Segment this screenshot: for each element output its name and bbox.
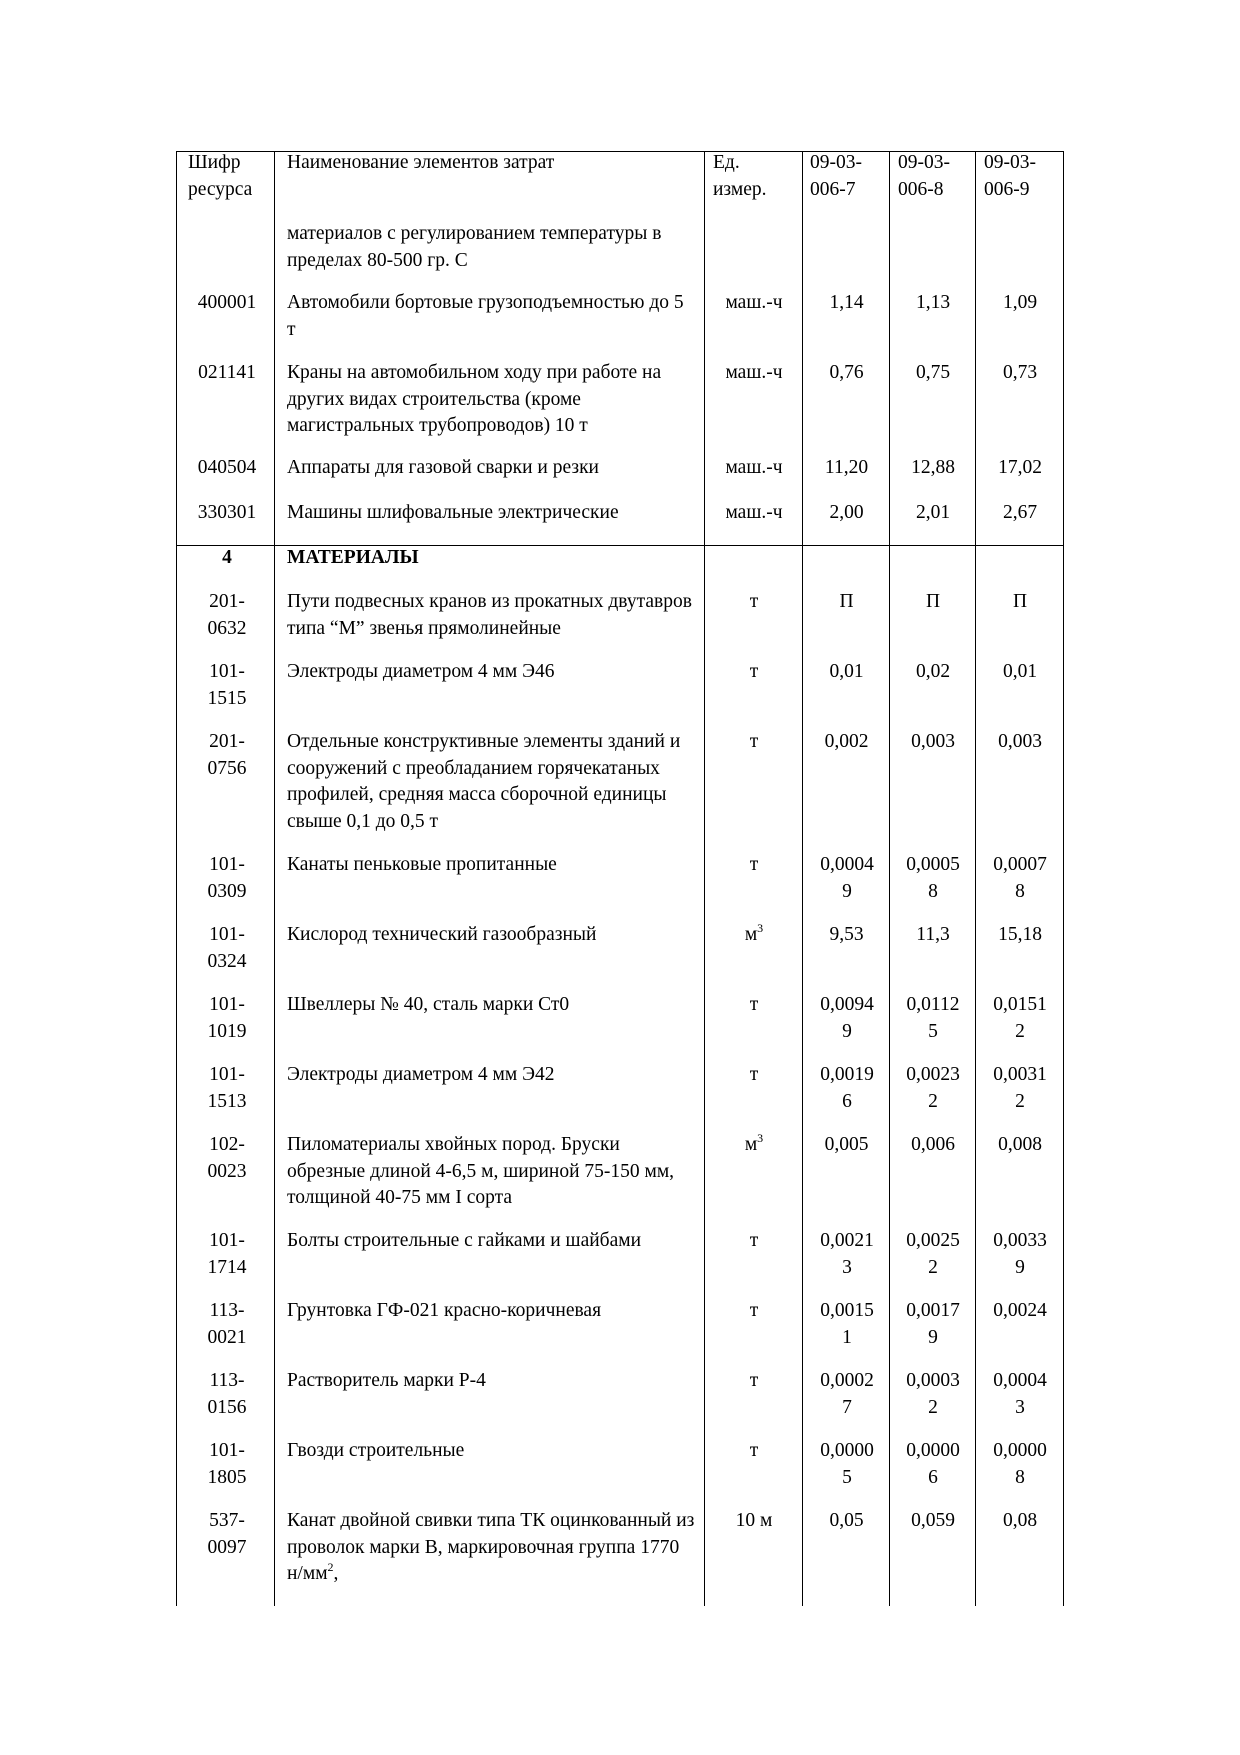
row-value: 11,3 (916, 924, 950, 945)
row-value: 0,00078 (993, 854, 1047, 902)
row-name: Пути подвесных кранов из прокатных двутавров типа “М” звенья прямолинейные (287, 591, 692, 639)
row-code: 201-0756 (207, 731, 247, 779)
column-divider (274, 151, 275, 1606)
row-value: 0,005 (824, 1134, 869, 1155)
row-name: Канаты пеньковые пропитанные (287, 854, 557, 875)
row-code: 102-0023 (207, 1134, 247, 1182)
header-col2: 09-03-006-8 (898, 152, 950, 200)
table-border-left (176, 151, 177, 1606)
row-value: 15,18 (998, 924, 1042, 945)
row-name: Кислород технический газообразный (287, 924, 597, 945)
row-value: 0,00151 (820, 1300, 874, 1348)
header-col3: 09-03-006-9 (984, 152, 1036, 200)
row-unit: т (749, 591, 759, 612)
row-code: 113-0021 (207, 1300, 247, 1348)
row-name: Болты строительные с гайками и шайбами (287, 1230, 642, 1251)
row-value: 0,059 (911, 1510, 955, 1531)
row-unit: т (749, 994, 759, 1015)
row-unit: маш.-ч (725, 362, 783, 383)
row-code: 101-1714 (207, 1230, 247, 1278)
row-value: 0,01 (829, 661, 864, 682)
table-border-right (1063, 151, 1064, 1606)
row-value: 0,01 (1002, 661, 1038, 682)
row-name: Растворитель марки Р-4 (287, 1370, 486, 1391)
row-code: 201-0632 (207, 591, 247, 639)
row-value: 0,00032 (906, 1370, 960, 1418)
header-unit: Ед. измер. (713, 152, 767, 200)
row-value: 0,00006 (906, 1440, 960, 1488)
row-value: 2,01 (915, 502, 951, 523)
row-value: 0,008 (998, 1134, 1042, 1155)
column-divider (704, 151, 705, 1606)
row-code: 113-0156 (207, 1370, 247, 1418)
row-unit: т (749, 1440, 759, 1461)
header-name: Наименование элементов затрат (287, 152, 555, 173)
row-unit: т (749, 1064, 759, 1085)
column-divider (802, 151, 803, 1606)
row-unit: т (749, 1230, 759, 1251)
row-value: 0,00949 (820, 994, 874, 1042)
row-value: 0,01512 (993, 994, 1047, 1042)
row-value: 0,00213 (820, 1230, 874, 1278)
row-code: 101-1515 (207, 661, 247, 709)
header-col1: 09-03-006-7 (810, 152, 862, 200)
row-code: 101-1805 (207, 1440, 247, 1488)
row-unit: $м^3$ (744, 920, 764, 945)
row-unit: т (749, 731, 759, 752)
row-name: материалов с регулированием температуры в пределах 80-500 гр. С (287, 223, 662, 271)
row-value: 0,76 (829, 362, 864, 383)
row-name: Гвозди строительные (287, 1440, 465, 1461)
row-value: 0,75 (915, 362, 951, 383)
header-code: Шифр ресурса (188, 152, 253, 200)
row-value: 0,05 (829, 1510, 864, 1531)
row-name: Краны на автомобильном ходу при работе на других видах строительства (кроме магистральных трубопроводов) 10 т (287, 362, 662, 436)
row-name: Электроды диаметром 4 мм Э46 (287, 661, 555, 682)
row-value: 2,67 (1002, 502, 1038, 523)
row-value: 2,00 (829, 502, 864, 523)
row-value: 0,00008 (993, 1440, 1047, 1488)
estimate-table (176, 151, 1072, 1606)
row-unit: маш.-ч (725, 292, 783, 313)
row-name: Машины шлифовальные электрические (287, 502, 619, 523)
row-unit: т (749, 1370, 759, 1391)
row-unit: т (749, 1300, 759, 1321)
row-code: 101-0309 (207, 854, 247, 902)
row-code: 330301 (197, 502, 257, 523)
row-value: 0,00232 (906, 1064, 960, 1112)
row-value: 1,13 (915, 292, 951, 313)
row-name: Аппараты для газовой сварки и резки (287, 457, 599, 478)
column-divider (975, 151, 976, 1606)
row-value: П (925, 591, 941, 612)
row-code: 021141 (198, 362, 256, 383)
row-name: Электроды диаметром 4 мм Э42 (287, 1064, 555, 1085)
row-value: 0,003 (911, 731, 955, 752)
row-value: 0,00179 (906, 1300, 960, 1348)
row-value: 0,00049 (820, 854, 874, 902)
row-value: 0,002 (824, 731, 869, 752)
row-code: 101-0324 (207, 924, 247, 972)
row-value: 0,00339 (993, 1230, 1047, 1278)
row-code: 537-0097 (207, 1510, 247, 1558)
row-name: Автомобили бортовые грузоподъемностью до 5 т (287, 292, 684, 340)
row-value: 0,00252 (906, 1230, 960, 1278)
section-title: МАТЕРИАЛЫ (287, 547, 419, 568)
row-name: Отдельные конструктивные элементы зданий и сооружений с преобладанием горячекатаных профилей, средняя масса сборочной единицы свыше 0,1 до 0,5 т (287, 731, 681, 832)
section-code: 4 (222, 547, 232, 568)
column-divider (889, 151, 890, 1606)
row-unit: 10 м (735, 1510, 773, 1531)
row-value: П (1012, 591, 1028, 612)
row-value: 0,0024 (993, 1300, 1047, 1321)
row-value: 0,01125 (906, 994, 960, 1042)
row-name: Пиломатериалы хвойных пород. Бруски обрезные длиной 4-6,5 м, шириной 75-150 мм, толщиной 40-75 мм I сорта (287, 1134, 675, 1208)
row-value: 17,02 (998, 457, 1042, 478)
row-value: 0,00312 (993, 1064, 1047, 1112)
row-name: Канат двойной свивки типа ТК оцинкованный из проволок марки В, маркировочная группа 1770 $н/мм^2$, (287, 1510, 695, 1584)
row-value: 0,00005 (820, 1440, 874, 1488)
row-name: Швеллеры № 40, сталь марки Ст0 (287, 994, 570, 1015)
row-value: 0,00027 (820, 1370, 874, 1418)
row-value: 1,09 (1002, 292, 1038, 313)
row-name: Грунтовка ГФ-021 красно-коричневая (287, 1300, 602, 1321)
row-code: 101-1019 (207, 994, 247, 1042)
row-value: П (839, 591, 854, 612)
row-code: 101-1513 (207, 1064, 247, 1112)
row-unit: $м^3$ (744, 1130, 764, 1155)
row-unit: т (749, 854, 759, 875)
row-value: 0,003 (998, 731, 1042, 752)
row-value: 12,88 (911, 457, 955, 478)
row-value: 0,006 (911, 1134, 955, 1155)
row-value: 1,14 (829, 292, 864, 313)
row-value: 0,00043 (993, 1370, 1047, 1418)
row-value: 0,08 (1002, 1510, 1038, 1531)
row-value: 11,20 (824, 457, 869, 478)
row-unit: маш.-ч (725, 457, 783, 478)
row-value: 0,73 (1002, 362, 1038, 383)
row-value: 9,53 (829, 924, 864, 945)
row-value: 0,00058 (906, 854, 960, 902)
row-unit: т (749, 661, 759, 682)
row-code: 040504 (197, 457, 257, 478)
row-value: 0,00196 (820, 1064, 874, 1112)
row-code: 400001 (197, 292, 257, 313)
row-unit: маш.-ч (725, 502, 783, 523)
row-value: 0,02 (915, 661, 951, 682)
